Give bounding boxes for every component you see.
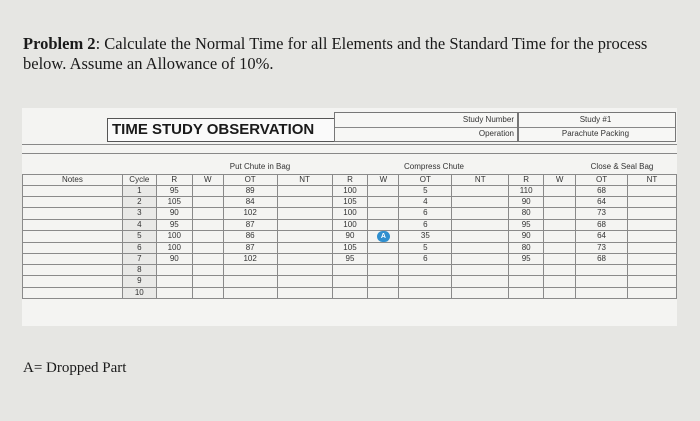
nt-cell [452, 230, 509, 242]
nt-cell [452, 219, 509, 230]
nt-cell [277, 242, 332, 253]
rating-cell: 80 [509, 208, 544, 219]
w-cell [368, 265, 399, 276]
nt-cell [628, 230, 677, 242]
ot-cell: 87 [223, 219, 277, 230]
legend: A= Dropped Part [23, 360, 127, 376]
rating-cell [156, 276, 192, 287]
w-cell [192, 219, 223, 230]
w-cell [192, 208, 223, 219]
cycle-cell: 9 [122, 276, 156, 287]
rating-cell [156, 287, 192, 298]
nt-cell [628, 253, 677, 264]
dropped-part-marker: A [377, 231, 390, 242]
rating-cell: 100 [156, 230, 192, 242]
table-row [23, 208, 677, 219]
notes-cell [23, 265, 123, 276]
rating-cell: 100 [156, 242, 192, 253]
header-r: R [332, 175, 368, 186]
w-cell [544, 197, 576, 208]
rating-cell: 95 [156, 219, 192, 230]
problem-text: : Calculate the Normal Time for all Elements and the Standard Time for the process below. Assume an Allowance of 10%. [23, 34, 648, 73]
ot-cell: 68 [576, 253, 628, 264]
rating-cell: 105 [332, 242, 368, 253]
ot-cell [399, 287, 452, 298]
problem-statement [23, 34, 683, 74]
nt-cell [277, 287, 332, 298]
nt-cell [452, 287, 509, 298]
ot-cell: 102 [223, 208, 277, 219]
time-study-sheet [22, 108, 677, 326]
w-cell [368, 208, 399, 219]
w-cell [368, 276, 399, 287]
nt-cell [628, 276, 677, 287]
header-w: W [544, 175, 576, 186]
rating-cell: 90 [156, 253, 192, 264]
w-cell [544, 208, 576, 219]
nt-cell [452, 208, 509, 219]
table-row [23, 287, 677, 298]
w-cell [544, 253, 576, 264]
operation-label: Operation [478, 129, 514, 138]
nt-cell [628, 197, 677, 208]
ot-cell: 68 [576, 186, 628, 197]
rating-cell: 95 [332, 253, 368, 264]
spacer-row [22, 144, 677, 154]
nt-cell [628, 219, 677, 230]
ot-cell: 4 [399, 197, 452, 208]
table-row [23, 219, 677, 230]
w-cell [368, 287, 399, 298]
table-row [23, 265, 677, 276]
header-w: W [192, 175, 223, 186]
rating-cell [509, 276, 544, 287]
notes-cell [23, 276, 123, 287]
w-cell [544, 276, 576, 287]
ot-cell: 5 [399, 242, 452, 253]
rating-cell: 90 [332, 230, 368, 242]
nt-cell [277, 197, 332, 208]
observation-table [22, 174, 677, 299]
w-cell [192, 276, 223, 287]
header-notes: Notes [23, 175, 123, 186]
study-number-box [334, 112, 518, 142]
notes-cell [23, 253, 123, 264]
w-cell [544, 219, 576, 230]
w-cell [368, 242, 399, 253]
w-cell [544, 230, 576, 242]
rating-cell: 95 [509, 253, 544, 264]
table-row [23, 276, 677, 287]
w-cell [368, 219, 399, 230]
nt-cell [277, 253, 332, 264]
nt-cell [277, 276, 332, 287]
table-row [23, 197, 677, 208]
nt-cell [628, 287, 677, 298]
cycle-cell: 8 [122, 265, 156, 276]
w-cell [192, 265, 223, 276]
ot-cell [223, 265, 277, 276]
header-nt: NT [452, 175, 509, 186]
w-cell [192, 287, 223, 298]
nt-cell [277, 219, 332, 230]
rating-cell: 100 [332, 186, 368, 197]
nt-cell [628, 242, 677, 253]
header-ot: OT [576, 175, 628, 186]
header-nt: NT [628, 175, 677, 186]
cycle-cell: 3 [122, 208, 156, 219]
cycle-cell: 2 [122, 197, 156, 208]
ot-cell: 73 [576, 242, 628, 253]
header-nt: NT [277, 175, 332, 186]
w-cell [192, 253, 223, 264]
header-cycle: Cycle [122, 175, 156, 186]
group-put-chute: Put Chute in Bag [229, 162, 291, 171]
table-row [23, 230, 677, 242]
table-header-row [23, 175, 677, 186]
header-ot: OT [399, 175, 452, 186]
notes-cell [23, 230, 123, 242]
nt-cell [628, 265, 677, 276]
sheet-title: TIME STUDY OBSERVATION [107, 118, 339, 142]
rating-cell: 105 [156, 197, 192, 208]
ot-cell [576, 265, 628, 276]
w-cell [192, 242, 223, 253]
w-cell [544, 242, 576, 253]
w-cell [368, 197, 399, 208]
header-w: W [368, 175, 399, 186]
w-cell [192, 186, 223, 197]
nt-cell [452, 197, 509, 208]
ot-cell [399, 265, 452, 276]
ot-cell [399, 276, 452, 287]
table-row [23, 253, 677, 264]
ot-cell: 6 [399, 219, 452, 230]
ot-cell: 6 [399, 208, 452, 219]
ot-cell: 102 [223, 253, 277, 264]
cycle-cell: 10 [122, 287, 156, 298]
nt-cell [277, 208, 332, 219]
nt-cell [628, 186, 677, 197]
operation-value: Parachute Packing [561, 129, 630, 138]
ot-cell [576, 287, 628, 298]
rating-cell [156, 265, 192, 276]
cycle-cell: 5 [122, 230, 156, 242]
ot-cell: 73 [576, 208, 628, 219]
rating-cell: 95 [509, 219, 544, 230]
ot-cell: 6 [399, 253, 452, 264]
rating-cell: 100 [332, 219, 368, 230]
w-cell [544, 186, 576, 197]
nt-cell [277, 230, 332, 242]
ot-cell [223, 276, 277, 287]
w-cell [544, 265, 576, 276]
header-ot: OT [223, 175, 277, 186]
nt-cell [452, 253, 509, 264]
w-cell [368, 253, 399, 264]
nt-cell [452, 265, 509, 276]
header-r: R [509, 175, 544, 186]
nt-cell [452, 242, 509, 253]
ot-cell: 64 [576, 230, 628, 242]
rating-cell: 100 [332, 208, 368, 219]
cycle-cell: 7 [122, 253, 156, 264]
ot-cell: 87 [223, 242, 277, 253]
rating-cell [509, 287, 544, 298]
w-cell [544, 287, 576, 298]
ot-cell: 68 [576, 219, 628, 230]
group-close-seal: Close & Seal Bag [590, 162, 654, 171]
rating-cell [332, 287, 368, 298]
study-value: Study #1 [519, 113, 675, 128]
cycle-cell: 6 [122, 242, 156, 253]
ot-cell: 35 [399, 230, 452, 242]
rating-cell: 90 [156, 208, 192, 219]
notes-cell [23, 219, 123, 230]
ot-cell: 5 [399, 186, 452, 197]
w-cell [192, 197, 223, 208]
rating-cell [332, 265, 368, 276]
notes-cell [23, 287, 123, 298]
table-row [23, 186, 677, 197]
study-value-box [518, 112, 676, 142]
nt-cell [452, 186, 509, 197]
w-cell [192, 230, 223, 242]
rating-cell [332, 276, 368, 287]
nt-cell [628, 208, 677, 219]
header-r: R [156, 175, 192, 186]
rating-cell: 90 [509, 197, 544, 208]
rating-cell [509, 265, 544, 276]
w-cell [368, 230, 399, 242]
ot-cell [223, 287, 277, 298]
ot-cell: 64 [576, 197, 628, 208]
notes-cell [23, 208, 123, 219]
ot-cell [576, 276, 628, 287]
ot-cell: 84 [223, 197, 277, 208]
cycle-cell: 1 [122, 186, 156, 197]
notes-cell [23, 242, 123, 253]
w-cell [368, 186, 399, 197]
problem-label: Problem 2 [23, 34, 96, 53]
notes-cell [23, 186, 123, 197]
rating-cell: 90 [509, 230, 544, 242]
rating-cell: 105 [332, 197, 368, 208]
table-row [23, 242, 677, 253]
nt-cell [452, 276, 509, 287]
ot-cell: 86 [223, 230, 277, 242]
rating-cell: 80 [509, 242, 544, 253]
notes-cell [23, 197, 123, 208]
nt-cell [277, 186, 332, 197]
rating-cell: 110 [509, 186, 544, 197]
cycle-cell: 4 [122, 219, 156, 230]
rating-cell: 95 [156, 186, 192, 197]
study-number-label: Study Number [335, 113, 517, 128]
nt-cell [277, 265, 332, 276]
group-compress-chute: Compress Chute [403, 162, 465, 171]
ot-cell: 89 [223, 186, 277, 197]
